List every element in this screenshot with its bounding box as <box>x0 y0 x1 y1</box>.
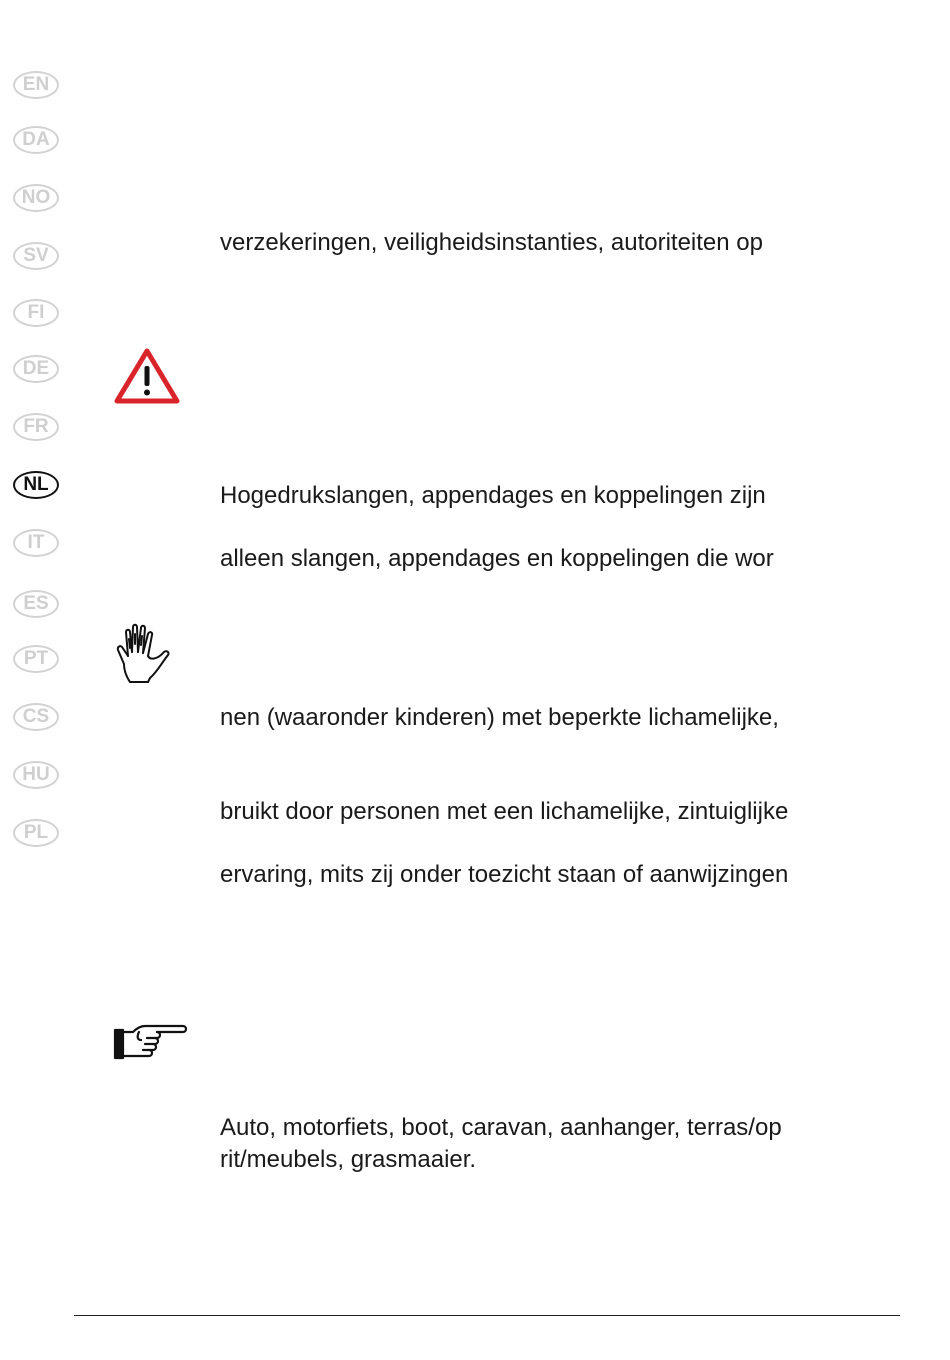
pointing-hand-icon <box>113 1022 189 1062</box>
lang-badge-it[interactable]: IT <box>13 529 59 557</box>
use-text-line-2: ervaring, mits zij onder toezicht staan of aanwijzingen <box>220 861 789 888</box>
lang-badge-es[interactable]: ES <box>13 590 59 618</box>
lang-badge-en[interactable]: EN <box>13 71 59 99</box>
lang-badge-hu[interactable]: HU <box>13 761 59 789</box>
raised-hand-icon <box>112 622 174 686</box>
lang-badge-fr[interactable]: FR <box>13 413 59 441</box>
hose-text-line-2: alleen slangen, appendages en koppelingen die wor <box>220 545 774 572</box>
lang-badge-de[interactable]: DE <box>13 355 59 383</box>
persons-text-line: nen (waaronder kinderen) met beperkte lichamelijke, <box>220 704 779 731</box>
lang-badge-da[interactable]: DA <box>13 126 59 154</box>
lang-badge-pl[interactable]: PL <box>13 819 59 847</box>
lang-badge-sv[interactable]: SV <box>13 242 59 270</box>
applications-text-line-2: rit/meubels, grasmaaier. <box>220 1146 477 1173</box>
applications-text-line-1: Auto, motorfiets, boot, caravan, aanhanger, terras/op <box>220 1114 782 1141</box>
footer-divider <box>74 1315 900 1316</box>
warning-triangle-icon <box>114 347 180 405</box>
lang-badge-cs[interactable]: CS <box>13 703 59 731</box>
lang-badge-pt[interactable]: PT <box>13 645 59 673</box>
language-nav <box>0 0 80 1360</box>
hose-text-line-1: Hogedrukslangen, appendages en koppelingen zijn <box>220 482 766 509</box>
insurance-text-line: verzekeringen, veiligheidsinstanties, autoriteiten op <box>220 229 763 256</box>
lang-badge-fi[interactable]: FI <box>13 299 59 327</box>
lang-badge-nl[interactable]: NL <box>13 471 59 499</box>
lang-badge-no[interactable]: NO <box>13 184 59 212</box>
use-text-line-1: bruikt door personen met een lichamelijke, zintuiglijke <box>220 798 789 825</box>
